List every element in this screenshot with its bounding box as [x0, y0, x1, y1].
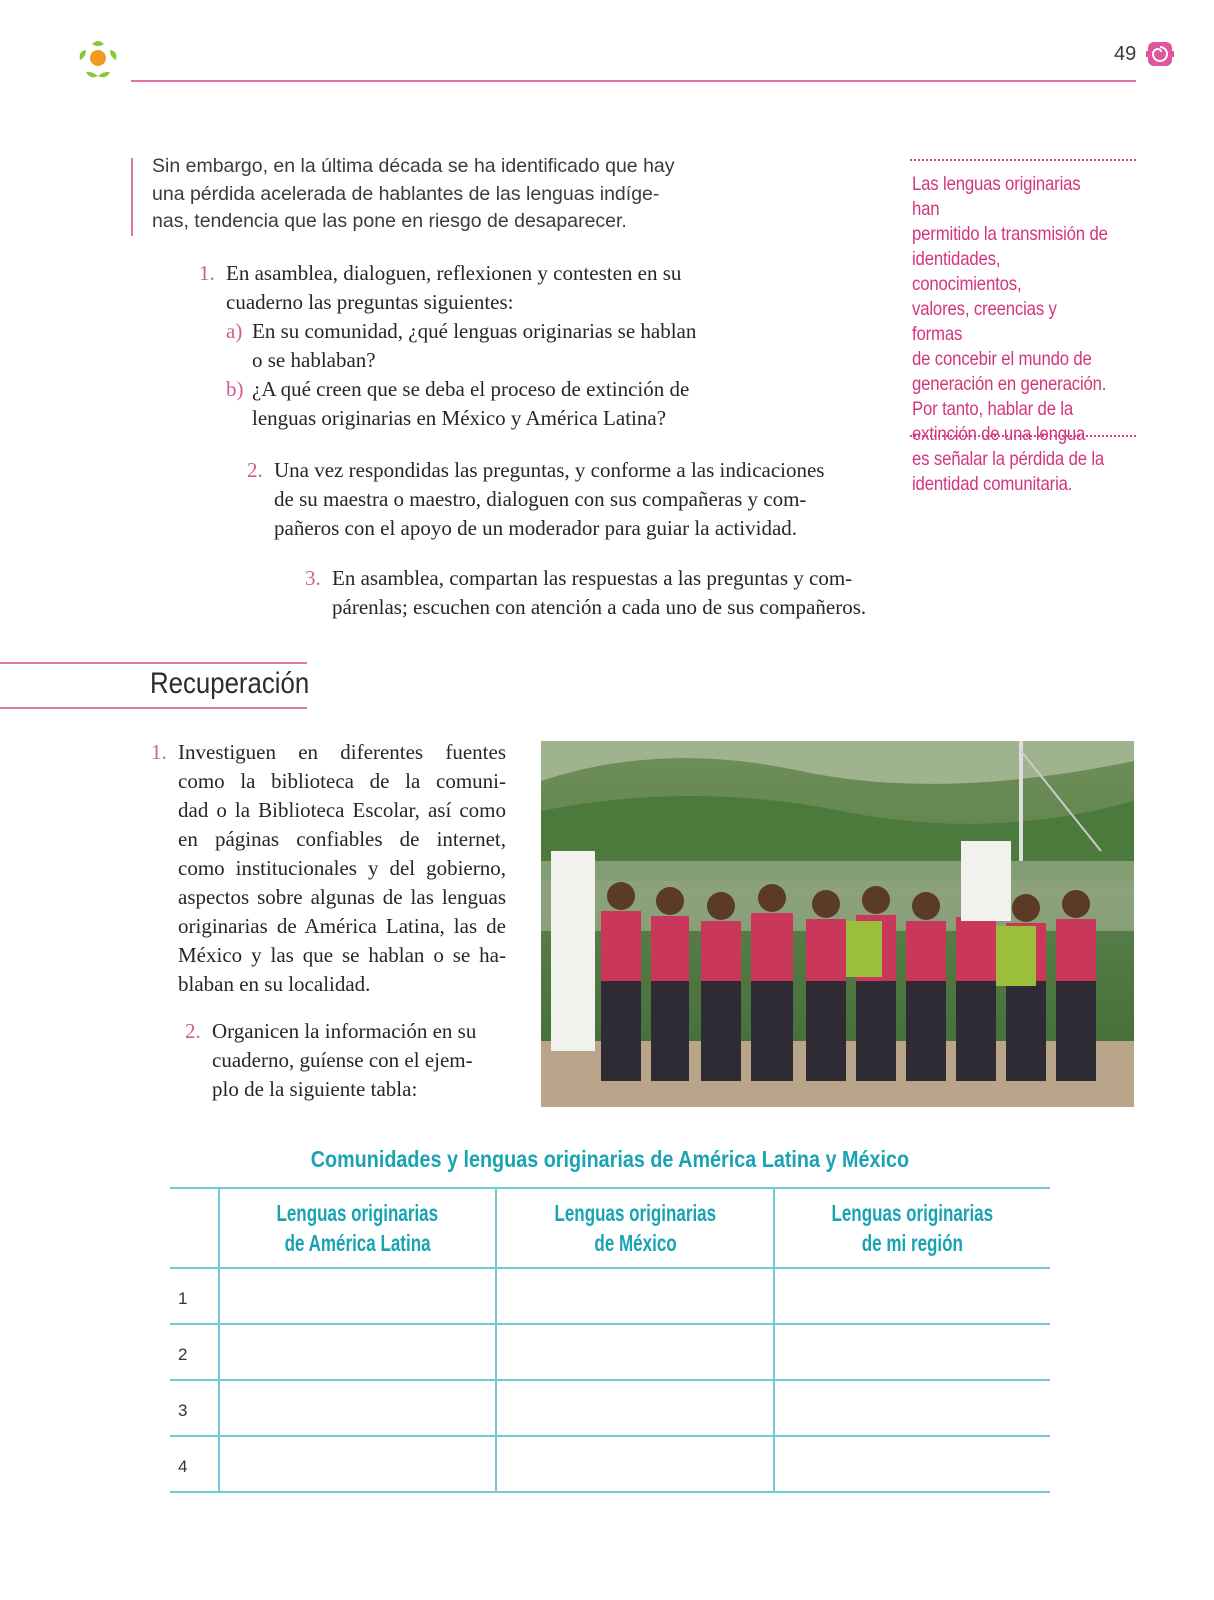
item-line: blaban en su localidad.	[178, 972, 371, 996]
table-row	[170, 1380, 1050, 1436]
table-header-row	[170, 1188, 1050, 1268]
note-line: identidad comunitaria.	[912, 473, 1073, 495]
corner-glyph	[1146, 40, 1174, 68]
side-note-text	[912, 172, 1110, 497]
activity-line: En asamblea, compartan las respuestas a las preguntas y com-	[332, 566, 853, 590]
row-number: 4	[170, 1436, 219, 1492]
intro-margin-bar	[131, 158, 133, 236]
item-line: originarias de América Latina, las de	[178, 914, 506, 938]
column-header-latam: Lenguas originarias de América Latina	[219, 1188, 496, 1268]
group-children-photo	[541, 741, 1134, 1107]
page-number: 49	[1114, 43, 1137, 65]
section-rule-top	[0, 662, 307, 664]
activity-line: pañeros con el apoyo de un moderador para guiar la actividad.	[274, 516, 798, 540]
note-line: permitido la transmisión de	[912, 223, 1108, 245]
subitem-label: b)	[226, 377, 244, 401]
item-number: 1.	[151, 740, 167, 764]
note-line: Por tanto, hablar de la	[912, 398, 1074, 420]
row-number: 1	[170, 1268, 219, 1324]
item-line: cuaderno, guíense con el ejem-	[212, 1048, 473, 1072]
activity-line: cuaderno las preguntas siguientes:	[226, 290, 514, 314]
note-line: identidades, conocimientos,	[912, 248, 1022, 295]
table-row	[170, 1436, 1050, 1492]
item-line: dad o la Biblioteca Escolar, así como	[178, 798, 506, 822]
activity-line: de su maestra o maestro, dialoguen con sus compañeras y com-	[274, 487, 807, 511]
note-line: de concebir el mundo de	[912, 348, 1092, 370]
research-item-2	[185, 1017, 505, 1104]
languages-table	[170, 1187, 1050, 1493]
activity-number: 2.	[247, 458, 263, 482]
intro-line: una pérdida acelerada de hablantes de las lenguas indíge-	[152, 182, 660, 205]
header-logo	[72, 34, 124, 86]
activity-line: En asamblea, dialoguen, reflexionen y contesten en su	[226, 261, 682, 285]
activity-line: Una vez respondidas las preguntas, y conforme a las indicaciones	[274, 458, 825, 482]
intro-paragraph	[152, 153, 712, 236]
note-line: extinción de una lengua	[912, 423, 1086, 445]
row-number: 2	[170, 1324, 219, 1380]
intro-line: nas, tendencia que las pone en riesgo de desaparecer.	[152, 210, 627, 232]
section-rule-bottom	[0, 707, 307, 709]
note-line: generación en generación.	[912, 373, 1107, 395]
item-number: 2.	[185, 1019, 201, 1043]
table-cell[interactable]	[774, 1268, 1050, 1324]
table-cell[interactable]	[496, 1436, 773, 1492]
table-cell[interactable]	[496, 1324, 773, 1380]
item-line: aspectos sobre algunas de las lenguas	[178, 885, 506, 909]
subitem-line: o se hablaban?	[252, 348, 376, 372]
activity-2	[247, 456, 907, 543]
table-cell[interactable]	[496, 1268, 773, 1324]
table-title: Comunidades y lenguas originarias de América Latina y México	[310, 1146, 909, 1172]
table-cell[interactable]	[774, 1324, 1050, 1380]
table-cell[interactable]	[774, 1380, 1050, 1436]
table-cell[interactable]	[496, 1380, 773, 1436]
subitem-line: lenguas originarias en México y América Latina?	[252, 406, 667, 430]
table-cell[interactable]	[219, 1268, 496, 1324]
item-line: como institucionales y del gobierno,	[178, 856, 506, 880]
spiral-glyph-icon	[1146, 40, 1174, 68]
note-line: es señalar la pérdida de la	[912, 448, 1105, 470]
table-cell[interactable]	[219, 1436, 496, 1492]
column-header-mexico: Lenguas originarias de México	[496, 1188, 773, 1268]
section-title: Recuperación	[150, 667, 310, 700]
note-line: Las lenguas originarias han	[912, 173, 1081, 220]
column-header-region: Lenguas originarias de mi región	[774, 1188, 1050, 1268]
activity-number: 3.	[305, 566, 321, 590]
note-line: valores, creencias y formas	[912, 298, 1057, 345]
community-photo	[541, 741, 1134, 1107]
activity-3	[305, 564, 965, 622]
table-corner-cell	[170, 1188, 219, 1268]
item-line: Organicen la información en su	[212, 1019, 477, 1043]
table-cell[interactable]	[774, 1436, 1050, 1492]
item-line: Investiguen en diferentes fuentes	[178, 740, 506, 764]
activity-1	[199, 259, 759, 433]
intro-line: Sin embargo, en la última década se ha identificado que hay	[152, 155, 675, 177]
subitem-line: En su comunidad, ¿qué lenguas originarias se hablan	[252, 319, 697, 343]
flower-logo-icon	[72, 34, 124, 86]
table-cell[interactable]	[219, 1380, 496, 1436]
row-number: 3	[170, 1380, 219, 1436]
table-row	[170, 1324, 1050, 1380]
item-line: plo de la siguiente tabla:	[212, 1077, 418, 1101]
table-cell[interactable]	[219, 1324, 496, 1380]
item-line: como la biblioteca de la comuni-	[178, 769, 506, 793]
header-rule	[131, 80, 1136, 82]
activity-line: párenlas; escuchen con atención a cada uno de sus compañeros.	[332, 595, 867, 619]
item-line: en páginas confiables de internet,	[178, 827, 506, 851]
table-row	[170, 1268, 1050, 1324]
item-line: México y las que se hablan o se ha-	[178, 943, 506, 967]
activity-number: 1.	[199, 261, 215, 285]
subitem-line: ¿A qué creen que se deba el proceso de extinción de	[252, 377, 690, 401]
subitem-label: a)	[226, 319, 243, 343]
research-item-1	[151, 738, 506, 999]
